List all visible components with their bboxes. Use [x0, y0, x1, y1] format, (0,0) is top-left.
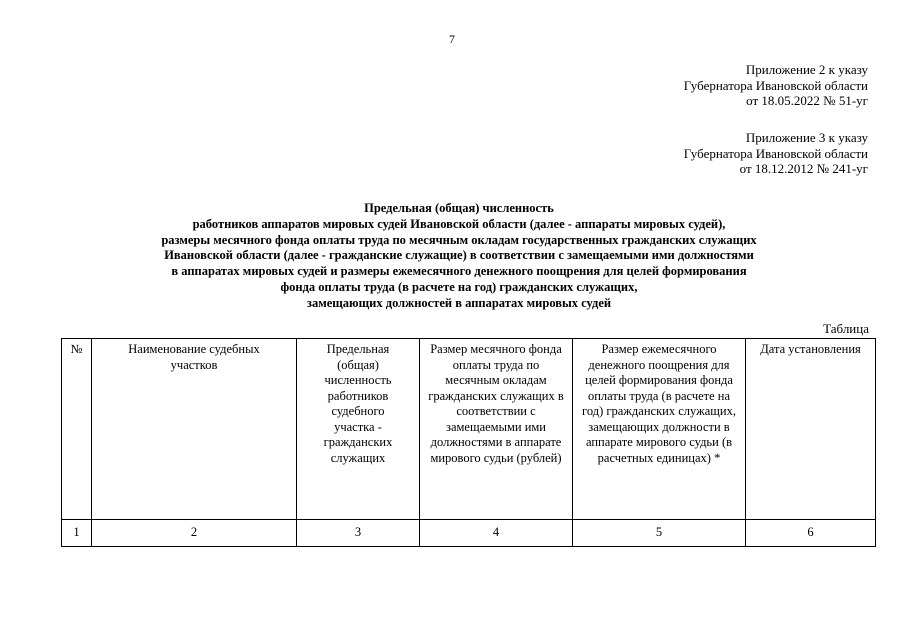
- staffing-table: [61, 338, 876, 547]
- header-cell-staff-count: Предельная (общая) численность работников судебного участка - гражданских служащих: [297, 339, 420, 520]
- annex-previous-line: Губернатора Ивановской области: [683, 145, 868, 161]
- column-number-cell: 2: [92, 520, 297, 547]
- header-cell-number: №: [62, 339, 92, 520]
- title-line: работников аппаратов мировых судей Ивановской области (далее - аппараты мировых судей),: [192, 216, 726, 231]
- annex-current-reference: [538, 62, 868, 109]
- title-line: размеры месячного фонда оплаты труда по месячным окладам государственных гражданских служащих: [161, 232, 757, 247]
- header-cell-monthly-bonus: Размер ежемесячного денежного поощрения для целей формирования фонда оплаты труда (в расчете на год) гражданских служащих, замещающих должности в аппарате мирового судьи (в расчетных единицах) *: [573, 339, 746, 520]
- title-line: Ивановской области (далее - гражданские служащие) в соответствии с замещаемыми ими должностями: [164, 248, 754, 263]
- header-cell-date: Дата установления: [746, 339, 876, 520]
- title-line: фонда оплаты труда (в расчете на год) гражданских служащих,: [280, 279, 638, 294]
- table-header-row: [62, 339, 876, 520]
- page-number: 7: [449, 32, 455, 46]
- annex-previous-line: от 18.12.2012 № 241-уг: [739, 161, 868, 176]
- header-cell-monthly-fund: Размер месячного фонда оплаты труда по месячным окладам гражданских служащих в соответствии с замещаемыми ими должностями в аппарате мирового судьи (рублей): [420, 339, 573, 520]
- title-line: Предельная (общая) численность: [364, 201, 554, 215]
- annex-current-line: Губернатора Ивановской области: [683, 77, 868, 93]
- title-line: в аппаратах мировых судей и размеры ежемесячного денежного поощрения для целей формирования: [171, 264, 747, 279]
- title-line: замещающих должностей в аппаратах мировых судей: [306, 295, 612, 310]
- annex-previous-reference: [538, 130, 868, 177]
- annex-previous-line: Приложение 3 к указу: [745, 130, 868, 145]
- annex-current-line: от 18.05.2022 № 51-уг: [746, 93, 868, 108]
- column-number-cell: 4: [420, 520, 573, 547]
- column-number-cell: 6: [746, 520, 876, 547]
- column-number-cell: 3: [297, 520, 420, 547]
- document-title: [0, 201, 904, 312]
- table-label: Таблица: [823, 321, 869, 336]
- column-number-cell: 5: [573, 520, 746, 547]
- annex-current-line: Приложение 2 к указу: [745, 62, 868, 77]
- column-number-cell: 1: [62, 520, 92, 547]
- table-column-numbers-row: [62, 520, 876, 547]
- header-cell-court-districts: Наименование судебных участков: [92, 339, 297, 520]
